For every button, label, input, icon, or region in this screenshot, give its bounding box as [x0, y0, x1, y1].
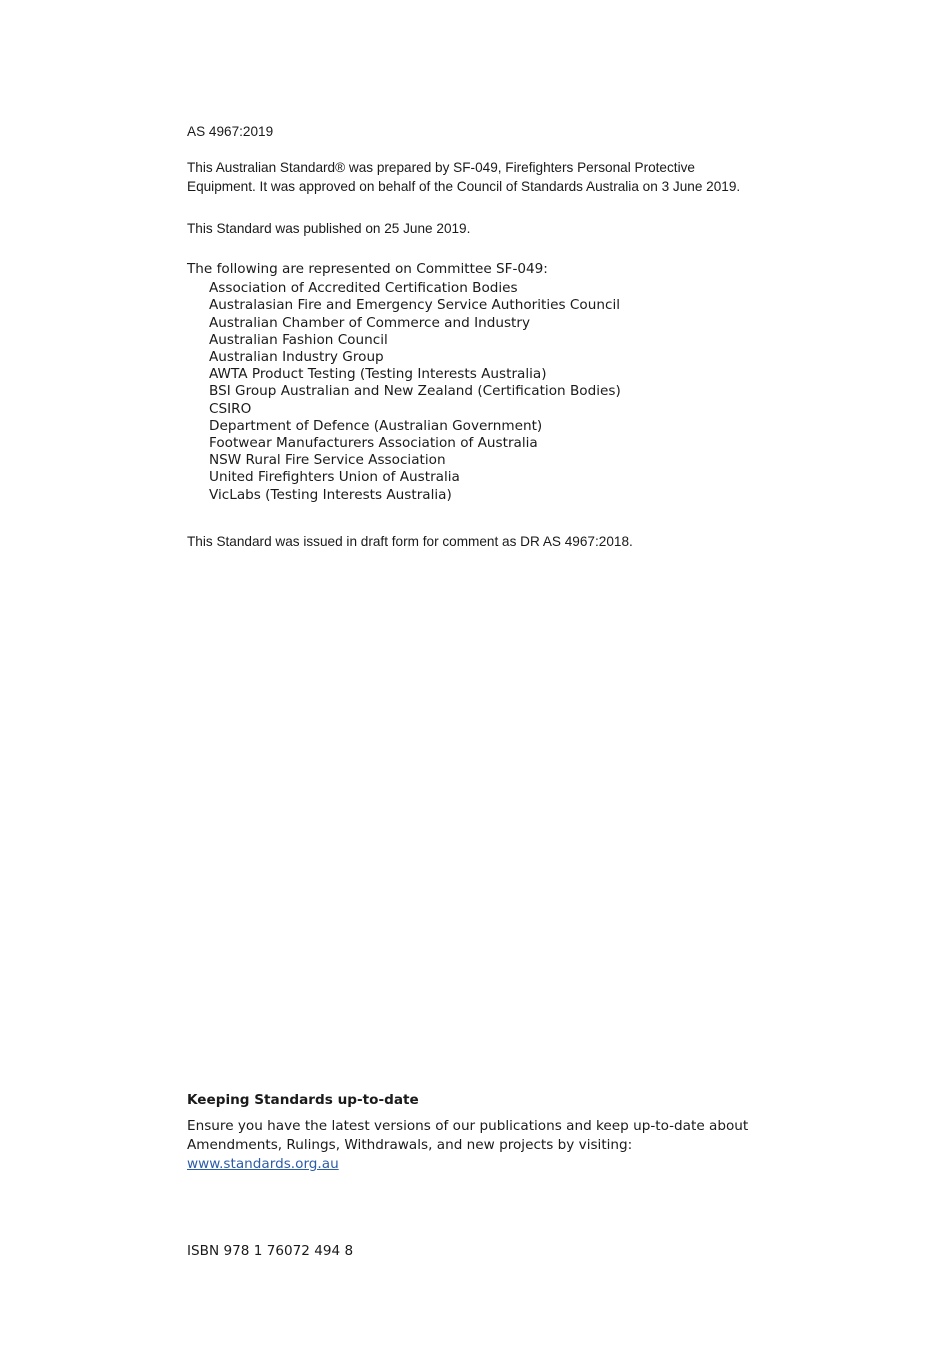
committee-member: CSIRO [209, 400, 252, 417]
committee-member: Association of Accredited Certification Bodies [209, 280, 518, 297]
committee-member: BSI Group Australian and New Zealand (Certification Bodies) [209, 383, 621, 400]
committee-intro: The following are represented on Committee SF-049: [187, 261, 548, 277]
committee-member: Department of Defence (Australian Government) [209, 417, 543, 434]
document-id: AS 4967:2019 [187, 124, 274, 139]
published-statement: This Standard was published on 25 June 2019. [187, 221, 471, 236]
committee-member: Australian Industry Group [209, 349, 384, 366]
committee-member: Australian Fashion Council [209, 331, 388, 348]
standards-website-link[interactable]: www.standards.org.au [187, 1156, 339, 1172]
committee-section [187, 261, 621, 504]
committee-member: VicLabs (Testing Interests Australia) [209, 486, 452, 503]
committee-member: Australasian Fire and Emergency Service Authorities Council [209, 297, 620, 314]
keeping-up-to-date-section [187, 1117, 787, 1174]
committee-member: Footwear Manufacturers Association of Australia [209, 435, 538, 452]
draft-statement: This Standard was issued in draft form for comment as DR AS 4967:2018. [187, 534, 633, 549]
committee-member-list [187, 280, 621, 504]
keeping-up-to-date-body: Ensure you have the latest versions of our publications and keep up-to-date about Amendments, Rulings, Withdrawals, and new projects by visiting: [187, 1118, 749, 1153]
keeping-up-to-date-heading: Keeping Standards up-to-date [187, 1092, 419, 1108]
committee-member: United Firefighters Union of Australia [209, 469, 460, 486]
approval-statement: This Australian Standard® was prepared by SF-049, Firefighters Personal Protective Equipment. It was approved on behalf of the Council of Standards Australia on 3 June 2019. [187, 160, 741, 194]
committee-member: NSW Rural Fire Service Association [209, 452, 446, 469]
committee-member: AWTA Product Testing (Testing Interests Australia) [209, 366, 547, 383]
committee-member: Australian Chamber of Commerce and Industry [209, 314, 530, 331]
isbn: ISBN 978 1 76072 494 8 [187, 1243, 354, 1259]
